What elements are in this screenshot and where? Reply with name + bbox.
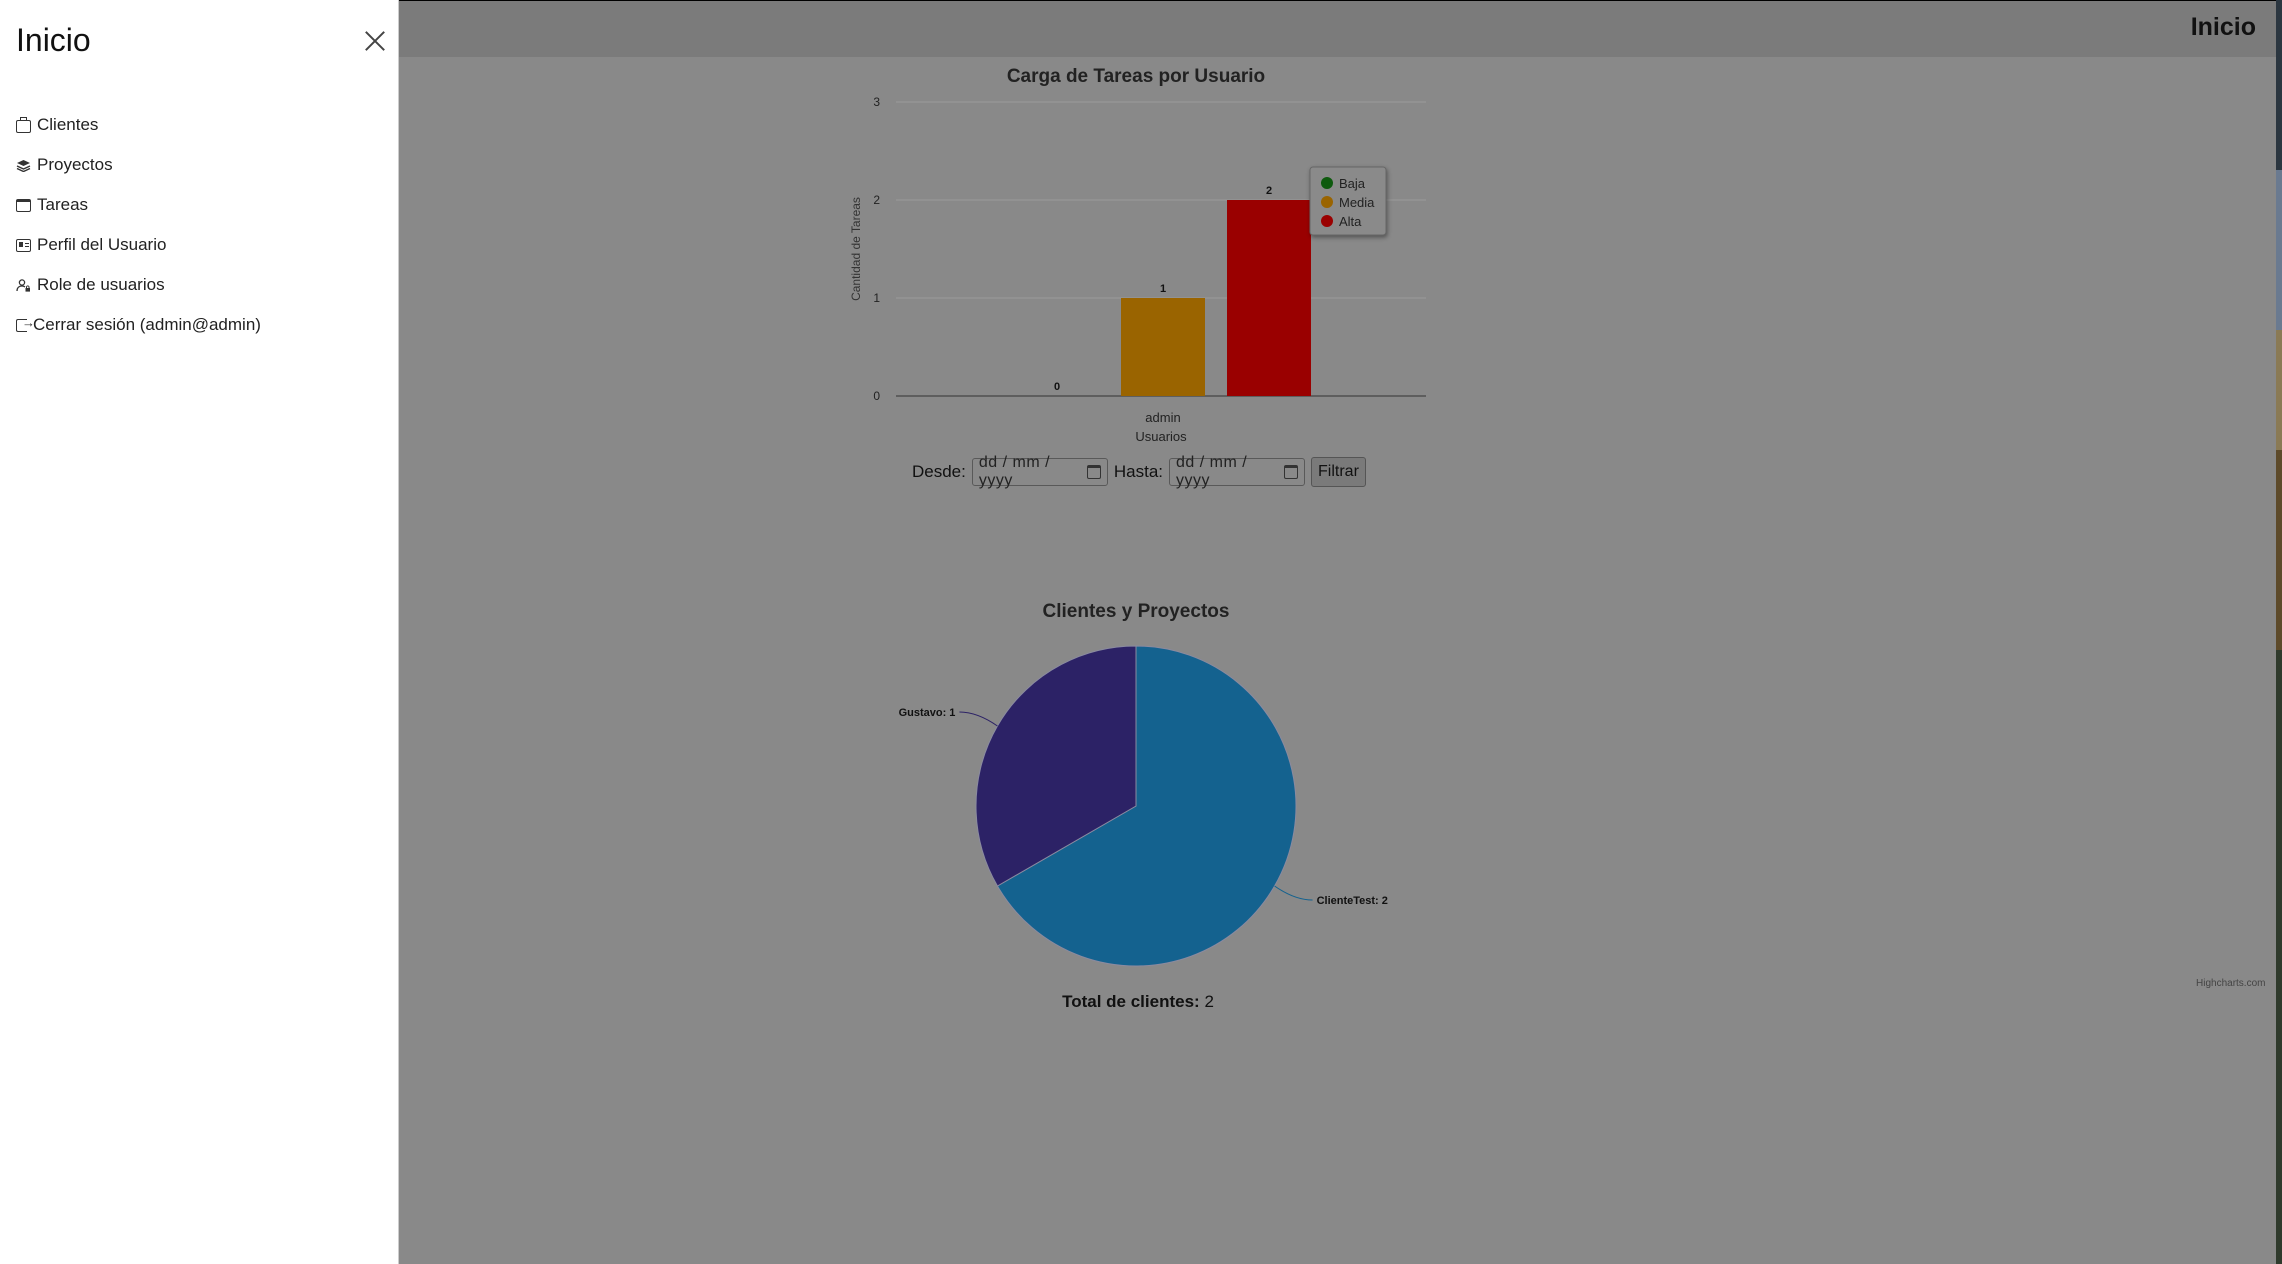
id-card-icon	[16, 239, 31, 252]
chart-credits[interactable]: Highcharts.com	[2196, 978, 2266, 989]
date-filter	[912, 456, 1366, 488]
pie-connector	[959, 712, 997, 726]
calendar-icon	[16, 199, 31, 212]
bar-alta	[1227, 200, 1311, 396]
sidebar-item-label: Role de usuarios	[37, 275, 165, 294]
calendar-icon[interactable]	[1284, 465, 1298, 479]
x-tick-label: admin	[1145, 410, 1181, 425]
bar-data-label: 1	[1159, 283, 1167, 295]
legend-marker	[1321, 177, 1333, 189]
page-title: Inicio	[2190, 13, 2256, 41]
logout-icon	[16, 319, 27, 332]
x-axis-label: Usuarios	[1135, 429, 1187, 444]
from-date-value: dd / mm / yyyy	[978, 454, 1051, 489]
sidebar-menu	[16, 105, 261, 345]
legend-marker	[1321, 215, 1333, 227]
pie-data-label: ClienteTest: 2	[1316, 895, 1388, 907]
sidebar-title: Inicio	[16, 22, 91, 58]
sidebar-item-label: Cerrar sesión (admin@admin)	[33, 315, 261, 334]
bar-data-label: 0	[1053, 381, 1061, 393]
to-date-value: dd / mm / yyyy	[1176, 454, 1248, 489]
bar-chart-title: Carga de Tareas por Usuario	[1006, 66, 1266, 87]
sidebar-item-label: Clientes	[37, 115, 99, 134]
background-edge	[2276, 0, 2282, 1264]
layers-icon	[16, 159, 31, 172]
sidebar-item-tareas[interactable]	[16, 185, 261, 225]
legend-marker	[1321, 196, 1333, 208]
user-lock-icon	[16, 279, 31, 292]
sidebar-item-roles[interactable]	[16, 265, 261, 305]
y-tick-label: 0	[873, 389, 880, 403]
to-label: Hasta:	[1113, 462, 1164, 481]
pie-connector	[1275, 886, 1313, 900]
to-date-input[interactable]	[1169, 454, 1305, 489]
total-clients-value: 2	[1204, 992, 1214, 1011]
from-date-input[interactable]	[972, 454, 1108, 489]
sidebar-item-perfil[interactable]	[16, 225, 261, 265]
calendar-icon[interactable]	[1087, 465, 1101, 479]
y-axis-label: Cantidad de Tareas	[849, 197, 863, 301]
pie-data-label: Gustavo: 1	[898, 707, 956, 719]
offcanvas-sidebar	[0, 0, 399, 1264]
sidebar-item-label: Tareas	[37, 195, 89, 214]
from-label: Desde:	[912, 462, 966, 481]
bar-media	[1121, 298, 1205, 396]
legend-item: Media	[1339, 195, 1375, 210]
sidebar-item-clientes[interactable]	[16, 105, 261, 145]
close-icon[interactable]	[364, 30, 386, 52]
legend-item: Alta	[1339, 214, 1362, 229]
legend-item: Baja	[1339, 176, 1366, 191]
sidebar-item-label: Proyectos	[37, 155, 113, 174]
pie-chart-title: Clientes y Proyectos	[1042, 601, 1230, 622]
briefcase-icon	[16, 120, 31, 133]
filter-button[interactable]: Filtrar	[1311, 457, 1366, 487]
sidebar-item-proyectos[interactable]	[16, 145, 261, 185]
total-clients-label: Total de clientes:	[1062, 992, 1200, 1011]
bar-data-label: 2	[1265, 185, 1273, 197]
sidebar-item-label: Perfil del Usuario	[37, 235, 167, 254]
y-tick-label: 3	[873, 95, 880, 109]
y-tick-label: 1	[873, 291, 880, 305]
sidebar-item-logout[interactable]	[16, 305, 261, 345]
y-tick-label: 2	[873, 193, 880, 207]
